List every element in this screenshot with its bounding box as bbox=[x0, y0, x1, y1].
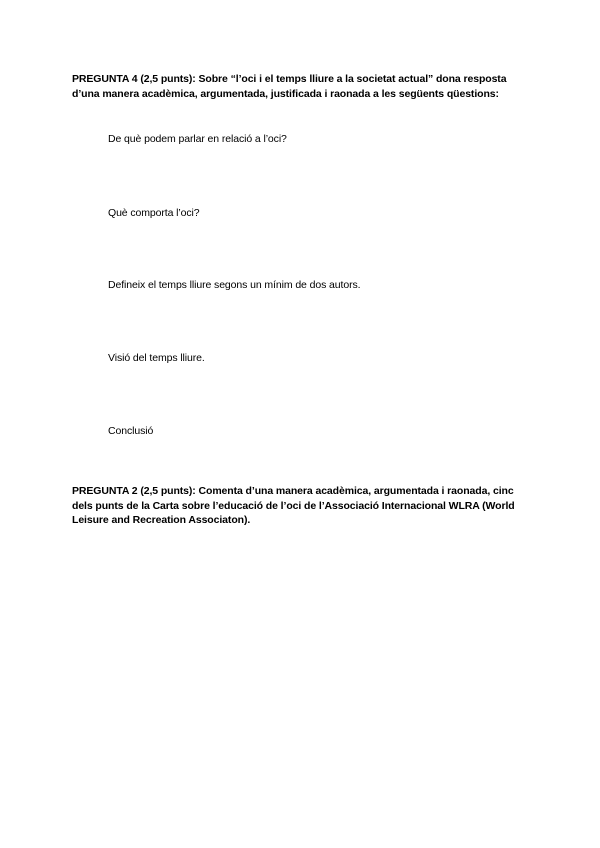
question-4-item-3: Defineix el temps lliure segons un mínim de dos autors. bbox=[108, 279, 361, 291]
question-4-item-1: De què podem parlar en relació a l’oci? bbox=[108, 133, 287, 145]
question-4-item-2: Què comporta l’oci? bbox=[108, 207, 200, 219]
question-4-heading: PREGUNTA 4 (2,5 punts): Sobre “l’oci i el temps lliure a la societat actual” dona resposta d’una manera acadèmica, argumentada, justificada i raonada a les següents qüestions: bbox=[72, 73, 507, 100]
question-2-heading: PREGUNTA 2 (2,5 punts): Comenta d’una manera acadèmica, argumentada i raonada, cinc dels punts de la Carta sobre l’educació de l’oci de l’Associació Internacional WLRA (World Leisure and Recreation Associaton). bbox=[72, 485, 515, 526]
question-4-item-5: Conclusió bbox=[108, 425, 154, 437]
question-4-item-4: Visió del temps lliure. bbox=[108, 352, 205, 364]
